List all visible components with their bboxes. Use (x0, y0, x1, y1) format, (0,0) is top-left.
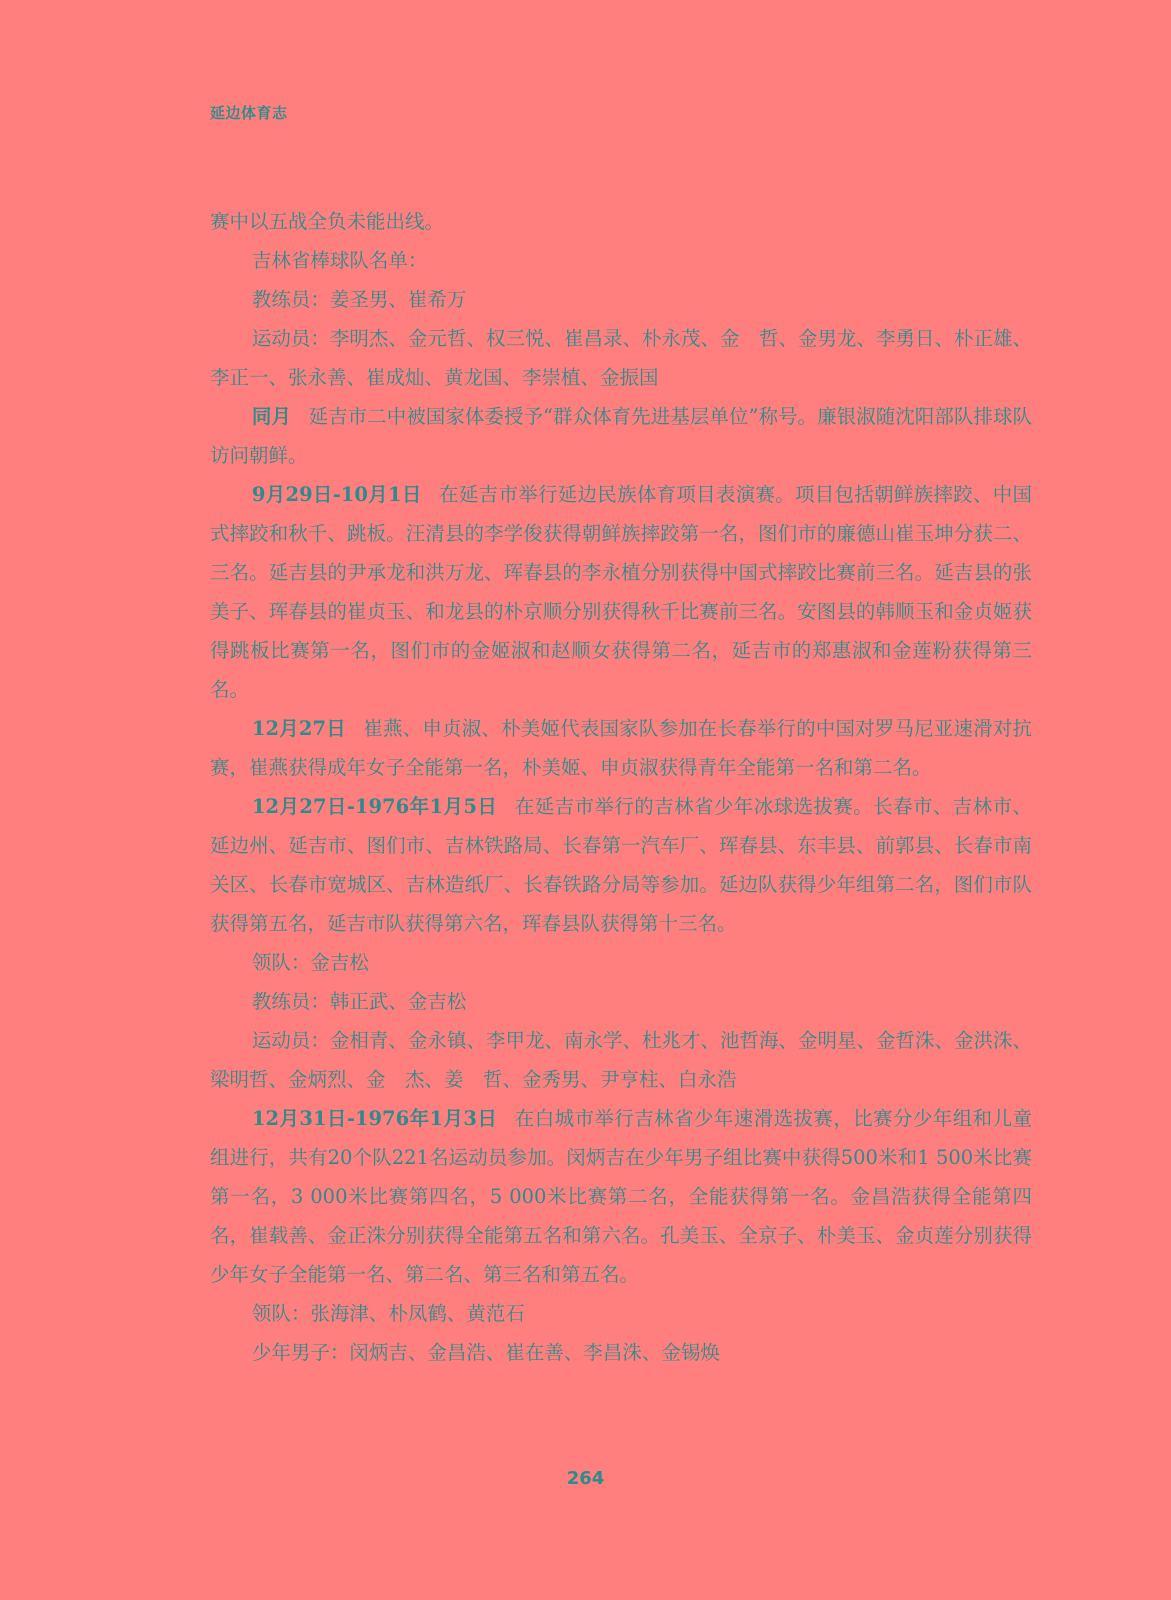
entry-date: 9月29日-10月1日 (251, 483, 422, 506)
paragraph-text: 领队：张海津、朴凤鹤、黄范石 (251, 1302, 525, 1325)
entry-date: 12月27日-1976年1月5日 (251, 795, 498, 818)
paragraph-text: 教练员：姜圣男、崔希万 (251, 288, 467, 311)
paragraph (210, 1294, 1032, 1333)
page-number: 264 (566, 1468, 605, 1489)
paragraph-text: 在白城市举行吉林省少年速滑选拔赛，比赛分少年组和儿童组进行，共有20个队221名运动员参加。闵炳吉在少年男子组比赛中获得500米和1 500米比赛第一名，3 000米比赛第四名，5 000米比赛第二名，全能获得第一名。金昌浩获得全能第四名，崔载善、金正洙分别获得全能第五名和第六名。孔美玉、全京子、朴美玉、金贞莲分别获得少年女子全能第一名、第二名、第三名和第五名。 (210, 1107, 1032, 1286)
paragraph-text: 赛中以五战全负未能出线。 (210, 210, 445, 233)
paragraph-text: 运动员：金相青、金永镇、李甲龙、南永学、杜兆才、池哲海、金明星、金哲洙、金洪洙、梁明哲、金炳烈、金 杰、姜 哲、金秀男、尹亨柱、白永浩 (210, 1029, 1032, 1091)
entry-date: 同月 (251, 405, 292, 428)
paragraph (210, 475, 1032, 709)
body-text (210, 202, 1032, 1372)
paragraph (210, 1333, 1032, 1372)
paragraph-text: 延吉市二中被国家体委授予“群众体育先进基层单位”称号。廉银淑随沈阳部队排球队访问朝鲜。 (210, 405, 1032, 467)
entry-date: 12月27日 (251, 717, 346, 740)
paragraph (210, 982, 1032, 1021)
paragraph (210, 787, 1032, 943)
paragraph-text: 吉林省棒球队名单： (251, 249, 428, 272)
paragraph (210, 397, 1032, 475)
paragraph-text: 在延吉市举行延边民族体育项目表演赛。项目包括朝鲜族摔跤、中国式摔跤和秋千、跳板。汪清县的李学俊获得朝鲜族摔跤第一名，图们市的廉德山崔玉坤分获二、三名。延吉县的尹承龙和洪万龙、珲春县的李永植分别获得中国式摔跤比赛前三名。延吉县的张美子、珲春县的崔贞玉、和龙县的朴京顺分别获得秋千比赛前三名。安图县的韩顺玉和金贞姬获得跳板比赛第一名，图们市的金姬淑和赵顺女获得第二名，延吉市的郑惠淑和金莲粉获得第三名。 (210, 483, 1032, 701)
running-head: 延边体育志 (210, 104, 288, 122)
paragraph-text: 少年男子：闵炳吉、金昌浩、崔在善、李昌洙、金锡焕 (251, 1341, 720, 1364)
paragraph (210, 943, 1032, 982)
paragraph-text: 在延吉市举行的吉林省少年冰球选拔赛。长春市、吉林市、延边州、延吉市、图们市、吉林铁路局、长春第一汽车厂、珲春县、东丰县、前郭县、长春市南关区、长春市宽城区、吉林造纸厂、长春铁路分局等参加。延边队获得少年组第二名，图们市队获得第五名，延吉市队获得第六名，珲春县队获得第十三名。 (210, 795, 1032, 935)
entry-date: 12月31日-1976年1月3日 (251, 1107, 498, 1130)
paragraph (210, 709, 1032, 787)
paragraph-text: 教练员：韩正武、金吉松 (251, 990, 467, 1013)
paragraph-text: 运动员：李明杰、金元哲、权三悦、崔昌录、朴永茂、金 哲、金男龙、李勇日、朴正雄、李正一、张永善、崔成灿、黄龙国、李崇植、金振国 (210, 327, 1032, 389)
paragraph (210, 280, 1032, 319)
paragraph-text: 崔燕、申贞淑、朴美姬代表国家队参加在长春举行的中国对罗马尼亚速滑对抗赛，崔燕获得成年女子全能第一名，朴美姬、申贞淑获得青年全能第一名和第二名。 (210, 717, 1032, 779)
paragraph (210, 319, 1032, 397)
paragraph (210, 241, 1032, 280)
paragraph (210, 1099, 1032, 1294)
paragraph (210, 1021, 1032, 1099)
paragraph-text: 领队：金吉松 (251, 951, 369, 974)
paragraph (210, 202, 1032, 241)
